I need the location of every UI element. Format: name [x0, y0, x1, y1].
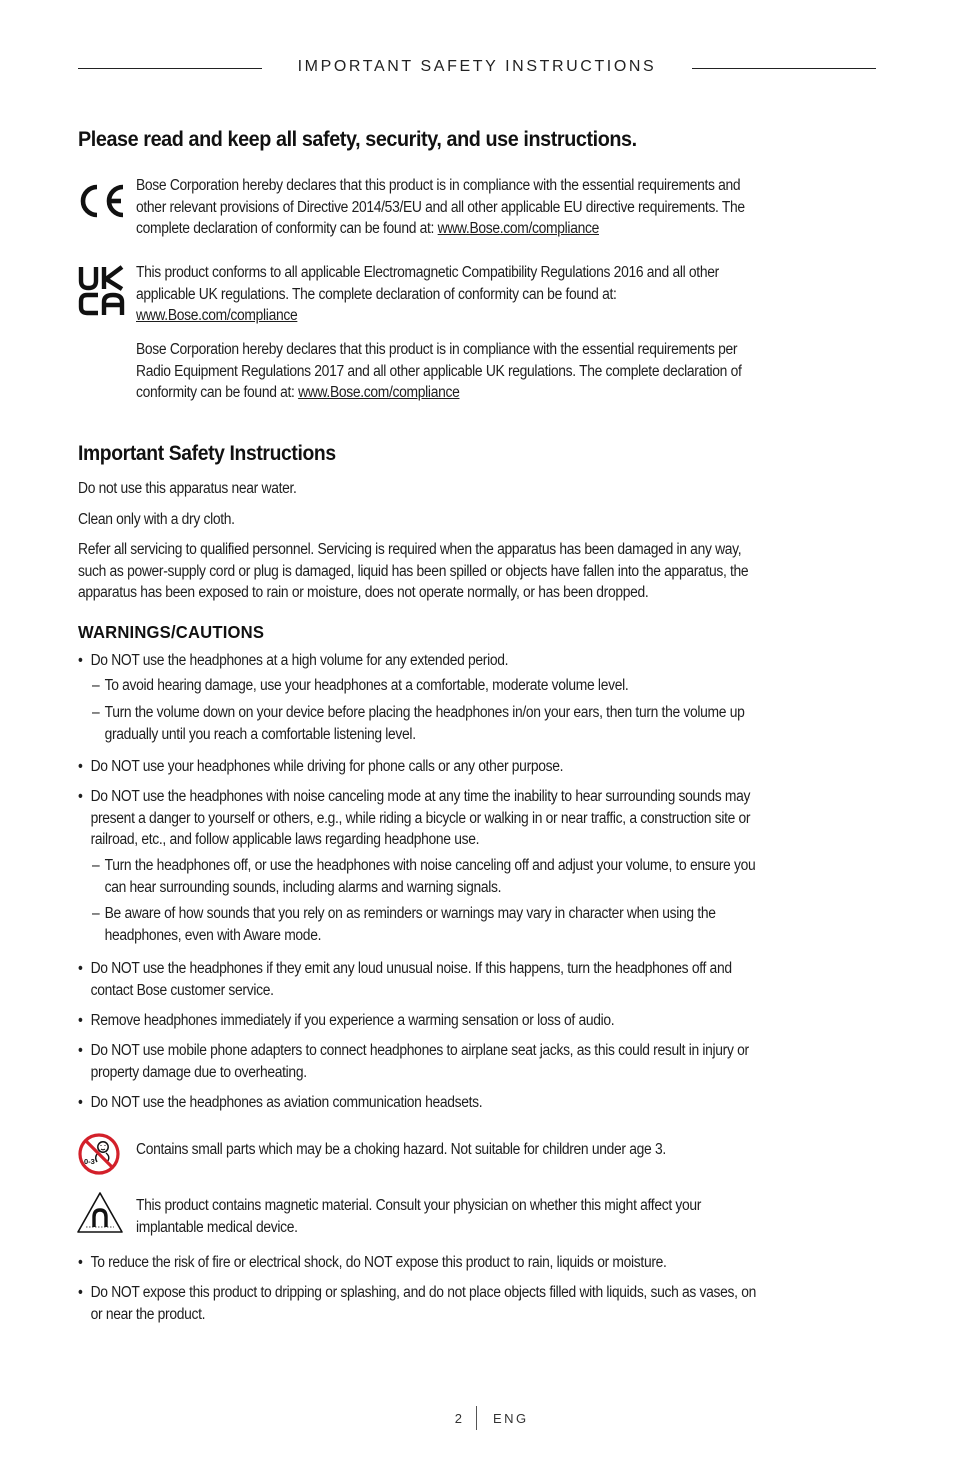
warnings-heading: WARNINGS/CAUTIONS	[78, 622, 265, 642]
dash-mark: –	[92, 704, 100, 721]
language-label: ENG	[493, 1411, 529, 1426]
warning-text: Do NOT use the headphones at a high volume for any extended period.	[90, 652, 509, 669]
warning-text: property damage due to overheating.	[90, 1063, 307, 1081]
warning-subitem	[92, 903, 866, 946]
warning-subtext: To avoid hearing damage, use your headphones at a comfortable, moderate volume level.	[104, 677, 629, 694]
bullet-mark: •	[78, 788, 83, 805]
warning-text: railroad, etc., and follow applicable laws regarding headphone use.	[90, 831, 480, 848]
safety-water: Do not use this apparatus near water.	[78, 480, 297, 497]
page-number: 2	[454, 1411, 462, 1426]
ukca-text-line: Radio Equipment Regulations 2017 and all other applicable UK regulations. The complete declaration of	[136, 362, 742, 380]
warning-item	[78, 1282, 942, 1325]
warning-text: Do NOT use the headphones if they emit any loud unusual noise. If this happens, turn the headphones off and	[90, 960, 732, 977]
choking-hazard-icon	[77, 1132, 121, 1176]
warning-subtext: gradually until you reach a comfortable listening level.	[104, 725, 416, 743]
warning-text: To reduce the risk of fire or electrical shock, do NOT expose this product to rain, liquids or moisture.	[90, 1254, 667, 1271]
warning-text: Do NOT use the headphones as aviation communication headsets.	[90, 1094, 483, 1111]
warning-subtext: Turn the volume down on your device before placing the headphones in/on your ears, then turn the volume up	[104, 704, 745, 721]
warning-text: or near the product.	[90, 1305, 206, 1323]
warning-text: present a danger to yourself or others, e.g., while riding a bicycle or walking in or near traffic, a construction site or	[90, 809, 751, 827]
warning-text: Do NOT use mobile phone adapters to connect headphones to airplane seat jacks, as this could result in injury or	[90, 1042, 749, 1059]
ce-compliance-link[interactable]: www.Bose.com/compliance	[437, 220, 599, 237]
ukca-emc-compliance-link[interactable]: www.Bose.com/compliance	[136, 307, 298, 324]
ukca-radio-compliance-link[interactable]: www.Bose.com/compliance	[298, 384, 460, 401]
safety-clean: Clean only with a dry cloth.	[78, 511, 235, 528]
ce-text-prefix: complete declaration of conformity can be found at:	[136, 220, 438, 237]
dash-mark: –	[92, 905, 100, 922]
warning-item	[78, 1010, 861, 1032]
warning-item	[78, 756, 861, 778]
magnet-warning-icon	[75, 1190, 125, 1236]
warning-item	[78, 650, 861, 672]
choking-age-label: 0-3	[84, 1157, 95, 1166]
ce-text-line: Bose Corporation hereby declares that this product is in compliance with the essential requirements and	[136, 177, 741, 194]
safety-servicing	[78, 539, 942, 604]
bullet-mark: •	[78, 1012, 83, 1029]
bullet-mark: •	[78, 758, 83, 775]
warning-subitem	[92, 702, 866, 745]
ukca-text-prefix: conformity can be found at:	[136, 384, 299, 401]
ukca-mark-icon	[78, 265, 126, 317]
warning-text: Do NOT use the headphones with noise canceling mode at any time the inability to hear surrounding sounds may	[90, 788, 751, 805]
warning-item	[78, 958, 861, 1001]
warning-subtext: Turn the headphones off, or use the headphones with noise canceling off and adjust your volume, to ensure you	[104, 857, 756, 874]
bullet-mark: •	[78, 652, 83, 669]
bullet-mark: •	[78, 1254, 83, 1271]
warning-subitem	[92, 855, 954, 898]
ce-text-line: other relevant provisions of Directive 2014/53/EU and all other applicable EU directive requirements. The	[136, 198, 745, 216]
dash-mark: –	[92, 677, 100, 694]
ukca-text-line: applicable UK regulations. The complete declaration of conformity can be found at:	[136, 285, 617, 303]
footer-divider	[476, 1406, 477, 1430]
warning-subtext: can hear surrounding sounds, including alarms and warning signals.	[104, 878, 502, 896]
warning-text: contact Bose customer service.	[90, 981, 274, 999]
ce-mark-icon	[78, 181, 128, 221]
warning-subtext: headphones, even with Aware mode.	[104, 926, 322, 944]
magnet-text-line: implantable medical device.	[136, 1218, 298, 1236]
dash-mark: –	[92, 857, 100, 874]
warning-item	[78, 1040, 861, 1083]
header-rule-right	[692, 68, 876, 69]
magnet-warning-text	[136, 1195, 856, 1238]
safety-servicing-line: apparatus has been exposed to rain or moisture, does not operate normally, or has been dropped.	[78, 584, 649, 601]
warning-item	[78, 1092, 861, 1114]
ukca-text-line	[136, 382, 847, 404]
warning-item	[78, 786, 942, 851]
bullet-mark: •	[78, 1094, 83, 1111]
warning-subitem	[92, 675, 866, 697]
safety-heading: Important Safety Instructions	[78, 442, 336, 465]
ukca-text-line: This product conforms to all applicable Electromagnetic Compatibility Regulations 2016 and all other	[136, 264, 719, 281]
ce-text-line	[136, 218, 847, 240]
warning-subtext: Be aware of how sounds that you rely on as reminders or warnings may vary in character when using the	[104, 905, 716, 922]
header-title: IMPORTANT SAFETY INSTRUCTIONS	[297, 58, 657, 75]
safety-servicing-line: Refer all servicing to qualified personnel. Servicing is required when the apparatus has been damaged in any way,	[78, 541, 742, 558]
choking-hazard-text: Contains small parts which may be a choking hazard. Not suitable for children under age 3.	[136, 1141, 666, 1158]
warning-text: Do NOT expose this product to dripping or splashing, and do not place objects filled with liquids, such as vases, on	[90, 1284, 757, 1301]
main-heading: Please read and keep all safety, security, and use instructions.	[78, 127, 637, 151]
magnet-text-line: This product contains magnetic material. Consult your physician on whether this might affect your	[136, 1197, 702, 1214]
ukca-radio-declaration	[136, 339, 847, 404]
warning-text: Do NOT use your headphones while driving for phone calls or any other purpose.	[90, 758, 564, 775]
bullet-mark: •	[78, 1284, 83, 1301]
warning-text: Remove headphones immediately if you experience a warming sensation or loss of audio.	[90, 1012, 615, 1029]
ukca-emc-declaration	[136, 262, 847, 327]
ce-declaration	[136, 175, 847, 240]
safety-servicing-line: such as power-supply cord or plug is damaged, liquid has been spilled or objects have fallen into the apparatus, the	[78, 562, 749, 580]
bullet-mark: •	[78, 960, 83, 977]
ukca-text-line: Bose Corporation hereby declares that this product is in compliance with the essential requirements per	[136, 341, 738, 358]
warning-item	[78, 1252, 861, 1274]
bullet-mark: •	[78, 1042, 83, 1059]
